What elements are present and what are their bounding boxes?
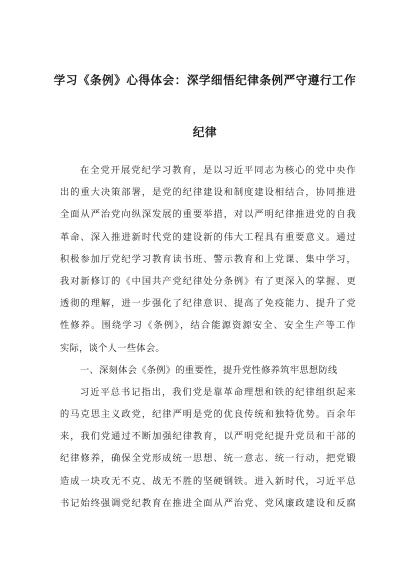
document-body — [60, 160, 356, 515]
body-line: 积极参加厅党纪学习教育读书班、警示教育和上党课、集中学习， — [60, 253, 356, 265]
section-heading: 一、深刻体会《条例》的重要性，提升党性修养筑牢思想防线 — [80, 364, 338, 376]
body-line: 书记始终强调党纪教育在推进全面从严治党、党风廉政建设和反腐 — [60, 497, 356, 509]
body-line: 我对新修订的《中国共产党纪律处分条例》有了更深入的掌握、更 — [60, 275, 356, 287]
document-title-line-1: 学习《条例》心得体会：深学细悟纪律条例严守遵行工作 — [53, 73, 357, 87]
body-line: 革命、深入推进新时代党的建设新的伟大工程具有重要意义。通过 — [60, 231, 356, 243]
body-line: 透彻的理解，进一步强化了纪律意识、提高了免疫能力、提升了党 — [60, 298, 356, 310]
body-line: 来，我们党通过不断加强纪律教育，以严明党纪提升党员和干部的 — [60, 431, 356, 443]
body-line: 在全党开展党纪学习教育，是以习近平同志为核心的党中央作 — [80, 165, 356, 176]
document-title-line-2: 纪律 — [192, 125, 218, 139]
body-line: 出的重大决策部署，是党的纪律建设和制度建设相结合，协同推进 — [60, 187, 356, 199]
body-line: 造成一块攻无不克、战无不胜的坚硬钢铁。进入新时代，习近平总 — [60, 475, 356, 487]
body-line: 的马克思主义政党，纪律严明是党的优良传统和独特优势。百余年 — [60, 409, 356, 421]
body-line: 性修养。围绕学习《条例》，结合能源资源安全、安全生产等工作 — [60, 320, 356, 332]
body-line: 实际，谈个人一些体会。 — [60, 342, 165, 354]
body-line: 全面从严治党向纵深发展的重要举措，对以严明纪律推进党的自我 — [60, 209, 356, 221]
body-line: 纪律修养，确保全党形成统一思想、统一意志、统一行动，把党锻 — [60, 453, 356, 465]
body-line: 习近平总书记指出，我们党是靠革命理想和铁的纪律组织起来 — [80, 386, 356, 398]
